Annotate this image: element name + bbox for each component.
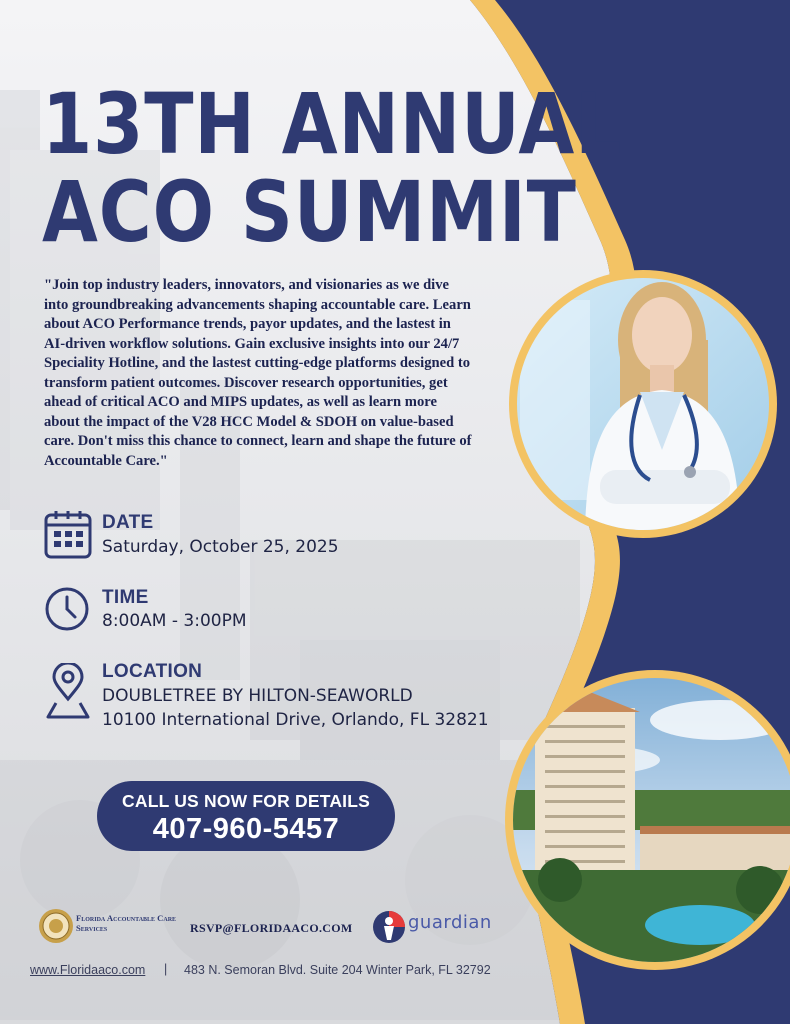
intro-paragraph: "Join top industry leaders, innovators, and visionaries as we dive into groundbreaking advancements shaping accountable care. Learn about ACO Performance trends, payor updates, and the lastest in AI-driven workflow solutions. Gain exclusive insights into our 24/7 Speciality Hotline, and the lastest cutting-edge platforms designed to transform patient outcomes. Discover research opportunities, get ahead of critical ACO and MIPS updates, as well as learn more about the impact of the V28 HCC Model & SDOH on value-based care. Don't miss this chance to connect, learn and shape the future of Accountable Care." [44, 277, 472, 469]
location-address: 10100 International Drive, Orlando, FL 32821 [102, 710, 489, 730]
time-value: 8:00AM - 3:00PM [102, 611, 247, 631]
fac-org-name: Florida Accountable Care Services [76, 913, 177, 933]
title-line-1: 13TH ANNUAL [42, 75, 623, 173]
call-to-action-button[interactable] [97, 781, 395, 851]
time-label: TIME [102, 587, 149, 608]
date-label: DATE [102, 512, 154, 533]
calendar-icon [44, 509, 92, 559]
guardian-logo-text: guardian [408, 912, 492, 933]
map-pin-icon [44, 663, 92, 721]
website-link[interactable]: www.Floridaaco.com [30, 963, 146, 977]
title-line-2: ACO SUMMIT [42, 163, 577, 261]
location-label: LOCATION [102, 661, 203, 682]
footer-address: 483 N. Semoran Blvd. Suite 204 Winter Park, FL 32792 [184, 963, 491, 977]
date-value: Saturday, October 25, 2025 [102, 537, 339, 557]
cta-phone[interactable]: 407-960-5457 [152, 813, 340, 845]
rsvp-email[interactable]: RSVP@FLORIDAACO.COM [190, 921, 353, 935]
page-title [42, 75, 623, 261]
cta-text: CALL US NOW FOR DETAILS [122, 791, 370, 811]
fac-seal-icon [38, 908, 74, 944]
footer-separator: | [164, 962, 168, 976]
guardian-logo-icon [372, 910, 406, 944]
clock-icon [44, 586, 90, 632]
location-venue: DOUBLETREE BY HILTON-SEAWORLD [102, 686, 413, 706]
